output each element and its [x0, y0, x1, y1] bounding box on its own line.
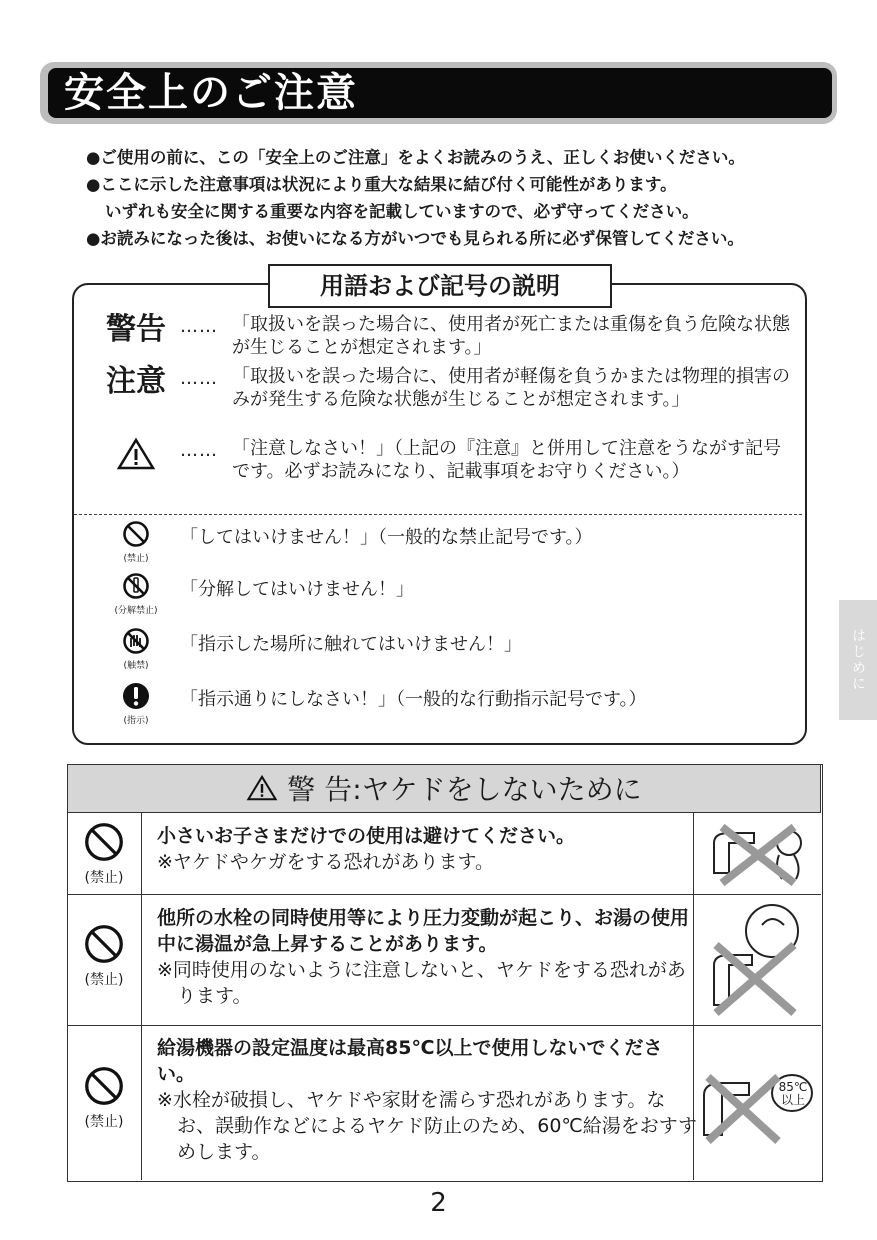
intro-line: ●ここに示した注意事項は状況により重大な結果に結び付く可能性があります。 [86, 175, 677, 194]
warning-triangle-icon [96, 437, 176, 479]
prohibit-icon [96, 520, 176, 565]
intro-line: ●お読みになった後は、お使いになる方がいつでも見られる所に必ず保管してください。 [86, 229, 744, 248]
warning-triangle-icon [246, 774, 278, 802]
warning-heading-word: 警 告 [287, 773, 353, 806]
warning-note: ※ヤケドやケガをする恐れがあります。 [157, 851, 495, 873]
temperature-badge: 85℃以上 [778, 1080, 808, 1107]
warning-note: ※同時使用のないように注意しないと、ヤケドをする恐れがあります。 [157, 959, 686, 1007]
warning-row [67, 895, 821, 1026]
dots: …… [180, 368, 218, 389]
page-title: 安全上のご注意 [64, 70, 358, 116]
caution-desc: 「取扱いを誤った場合に、使用者が軽傷を負うかまたは物理的損害のみが発生する危険な状態が生じることが想定されます。」 [232, 366, 790, 410]
warning-text [157, 905, 697, 1009]
instruction-icon [96, 682, 176, 727]
warning-row [67, 813, 821, 895]
warning-desc: 「取扱いを誤った場合に、使用者が死亡または重傷を負う危険な状態が生じることが想定されます。」 [232, 314, 790, 358]
prohibit-caption: (禁止) [84, 972, 124, 988]
no-touch-icon [96, 627, 176, 672]
symbol-desc: 「指示通りにしなさい！」（一般的な行動指示記号です。） [180, 689, 647, 710]
hot-water-faucet-illustration [693, 1025, 821, 1180]
symbol-caption: (分解禁止) [114, 606, 158, 616]
symbol-desc: 「分解してはいけません！」 [180, 579, 414, 600]
warning-heading-rest: :ヤケドをしないために [352, 773, 642, 806]
warning-text [157, 1035, 697, 1165]
symbol-caption: (触禁) [123, 661, 149, 671]
symbol-caption: (禁止) [123, 554, 149, 564]
dots: …… [180, 440, 218, 461]
warning-key: 警告 [106, 312, 166, 347]
warning-heading [67, 764, 821, 813]
caution-key: 注意 [106, 364, 166, 399]
symbol-desc: 「してはいけません！」（一般的な禁止記号です。） [180, 527, 593, 548]
terms-heading: 用語および記号の説明 [268, 264, 612, 308]
side-tab: はじめに [839, 600, 877, 720]
prohibit-caption: (禁止) [84, 870, 124, 886]
intro-line: いずれも安全に関する重要な内容を記載していますので、必ず守ってください。 [105, 202, 699, 221]
symbol-desc: 「指示した場所に触れてはいけません！」 [180, 634, 522, 655]
symbol-caption: (指示) [123, 716, 149, 726]
dots: …… [180, 316, 218, 337]
shower-faucet-illustration [693, 895, 821, 1025]
warning-bold: 小さいお子さまだけでの使用は避けてください。 [157, 825, 576, 847]
prohibit-caption: (禁止) [84, 1114, 124, 1130]
prohibit-icon [67, 813, 142, 894]
warning-bold: 給湯機器の設定温度は最高85℃以上で使用しないでください。 [157, 1037, 663, 1085]
intro-notes [86, 144, 745, 252]
warning-row [67, 1025, 821, 1180]
child-faucet-illustration [693, 813, 821, 894]
prohibit-icon [67, 895, 142, 1025]
no-disassemble-icon [96, 572, 176, 617]
divider [74, 514, 802, 515]
page-number: 2 [430, 1188, 447, 1218]
triangle-desc: 「注意しなさい！」（上記の『注意』と併用して注意をうながす記号です。必ずお読みになり、記載事項をお守りください。） [232, 438, 781, 482]
warning-note: ※水栓が破損し、ヤケドや家財を濡らす恐れがあります。なお、誤動作などによるヤケド防止のため、60℃給湯をおすすめします。 [157, 1089, 697, 1163]
warning-text [157, 823, 697, 875]
intro-line: ●ご使用の前に、この「安全上のご注意」をよくお読みのうえ、正しくお使いください。 [86, 148, 745, 167]
warning-bold: 他所の水栓の同時使用等により圧力変動が起こり、お湯の使用中に湯温が急上昇することがあります。 [157, 907, 690, 955]
prohibit-icon [67, 1025, 142, 1180]
